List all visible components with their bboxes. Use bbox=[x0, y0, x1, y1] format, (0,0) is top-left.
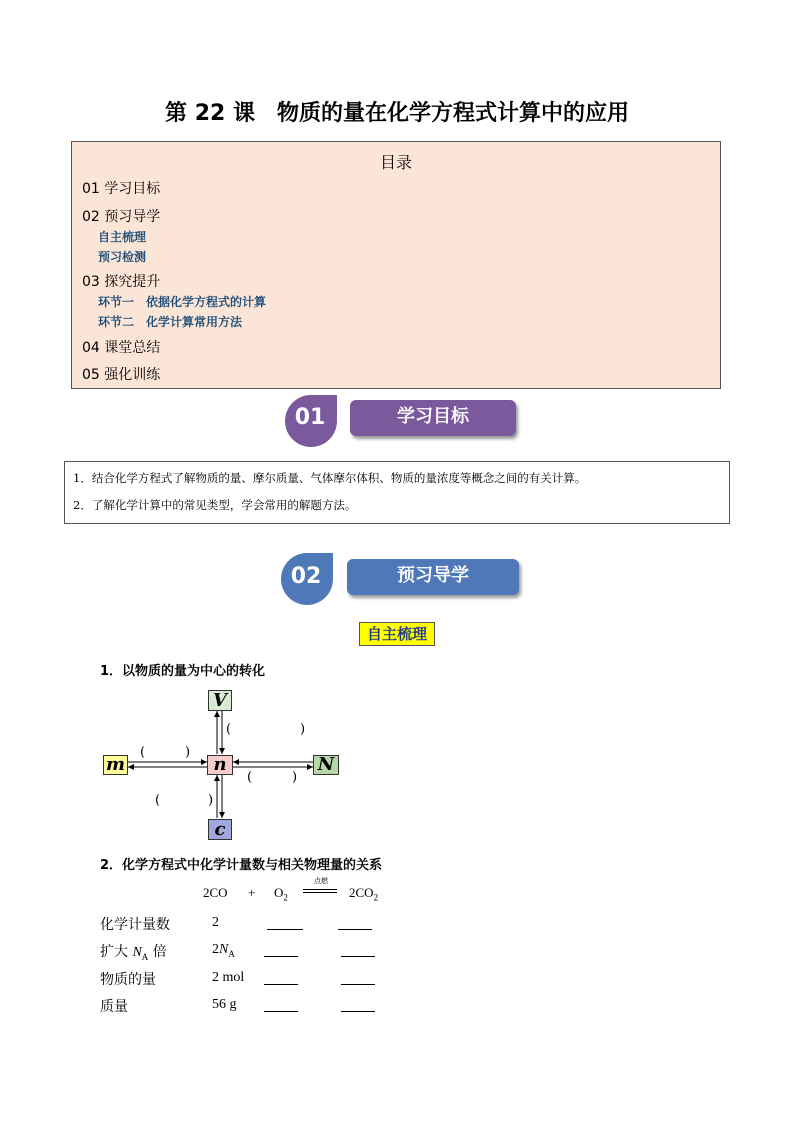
answer-blank[interactable] bbox=[341, 956, 375, 957]
answer-blank[interactable] bbox=[264, 984, 298, 985]
toc-item-preview[interactable]: 02 预习导学 bbox=[82, 209, 161, 225]
toc-item-stage-two[interactable]: 环节二 化学计算常用方法 bbox=[98, 315, 243, 329]
node-moles: n bbox=[207, 755, 233, 775]
eq-condition: 点燃 bbox=[314, 877, 328, 885]
answer-blank[interactable] bbox=[341, 984, 375, 985]
row-value-mass: 56 g bbox=[212, 997, 237, 1012]
eq-term-3 bbox=[349, 885, 378, 903]
toc-item-training[interactable]: 05 强化训练 bbox=[82, 367, 161, 383]
row-label-avogadro-var: N bbox=[132, 945, 142, 960]
eq-term-2 bbox=[274, 885, 288, 903]
section-label-01: 学习目标 bbox=[350, 400, 516, 436]
eq-term-2-symbol: O bbox=[274, 885, 284, 900]
blank-paren: ) bbox=[185, 745, 191, 760]
section-badge-01 bbox=[276, 393, 521, 449]
toc-item-self-sort[interactable]: 自主梳理 bbox=[98, 230, 147, 244]
eq-term-1: 2CO bbox=[203, 885, 228, 900]
conversion-diagram bbox=[95, 686, 355, 846]
toc-item-explore[interactable]: 03 探究提升 bbox=[82, 274, 161, 290]
table-of-contents bbox=[71, 141, 721, 389]
row-value-avogadro-sub: A bbox=[228, 948, 235, 959]
node-volume: V bbox=[208, 690, 232, 711]
row-value-moles: 2 mol bbox=[212, 970, 245, 985]
answer-blank[interactable] bbox=[341, 1011, 375, 1012]
eq-arrow-line-top bbox=[303, 889, 337, 890]
row-label-mass: 质量 bbox=[100, 999, 128, 1015]
section-badge-02 bbox=[272, 551, 524, 607]
toc-item-stage-one[interactable]: 环节一 依据化学方程式的计算 bbox=[98, 295, 267, 309]
eq-term-2-sub: 2 bbox=[283, 892, 288, 903]
blank-paren: ( bbox=[226, 722, 232, 737]
answer-blank[interactable] bbox=[264, 1011, 298, 1012]
blank-paren: ( bbox=[247, 770, 253, 785]
eq-plus: + bbox=[248, 885, 256, 900]
row-label-moles: 物质的量 bbox=[100, 972, 156, 988]
section-label-02: 预习导学 bbox=[347, 559, 519, 595]
row-value-coefficient: 2 bbox=[212, 915, 219, 930]
goal-item: 1．结合化学方程式了解物质的量、摩尔质量、气体摩尔体积、物质的量浓度等概念之间的有关计算。 bbox=[73, 471, 587, 485]
blank-paren: ( bbox=[140, 745, 146, 760]
goal-item: 2．了解化学计算中的常见类型，学会常用的解题方法。 bbox=[73, 498, 357, 512]
row-label-avogadro-post: 倍 bbox=[148, 944, 167, 960]
node-particles: N bbox=[313, 755, 339, 775]
row-value-avogadro-pre: 2 bbox=[212, 942, 219, 957]
eq-arrow-line-bottom bbox=[303, 892, 337, 893]
node-mass: m bbox=[103, 755, 128, 775]
section-number-01: 01 bbox=[294, 405, 326, 430]
toc-item-summary[interactable]: 04 课堂总结 bbox=[82, 340, 161, 356]
eq-term-3-sub: 2 bbox=[373, 892, 379, 903]
toc-item-preview-check[interactable]: 预习检测 bbox=[98, 250, 147, 264]
row-label-coefficient: 化学计量数 bbox=[100, 917, 170, 933]
subsection-self-sort: 自主梳理 bbox=[359, 622, 435, 646]
topic-heading-2: 2．化学方程式中化学计量数与相关物理量的关系 bbox=[100, 858, 383, 873]
page-title: 第 22 课 物质的量在化学方程式计算中的应用 bbox=[165, 101, 629, 126]
answer-blank[interactable] bbox=[338, 929, 372, 930]
toc-heading: 目录 bbox=[379, 153, 412, 172]
learning-goals-box bbox=[64, 461, 730, 524]
row-label-avogadro bbox=[100, 941, 167, 962]
blank-paren: ( bbox=[155, 793, 161, 808]
eq-term-3-symbol: 2CO bbox=[349, 885, 374, 900]
row-label-avogadro-sub: A bbox=[141, 951, 149, 962]
toc-item-learning-goals[interactable]: 01 学习目标 bbox=[82, 181, 161, 197]
section-number-02: 02 bbox=[290, 564, 322, 589]
blank-paren: ) bbox=[208, 793, 214, 808]
row-value-avogadro bbox=[212, 942, 235, 959]
row-label-avogadro-pre: 扩大 bbox=[100, 944, 133, 960]
row-value-avogadro-var: N bbox=[219, 942, 229, 957]
blank-paren: ) bbox=[292, 770, 298, 785]
answer-blank[interactable] bbox=[264, 956, 298, 957]
node-concentration: c bbox=[208, 819, 232, 840]
answer-blank[interactable] bbox=[267, 929, 303, 930]
topic-heading-1: 1．以物质的量为中心的转化 bbox=[100, 664, 266, 679]
blank-paren: ) bbox=[300, 722, 306, 737]
